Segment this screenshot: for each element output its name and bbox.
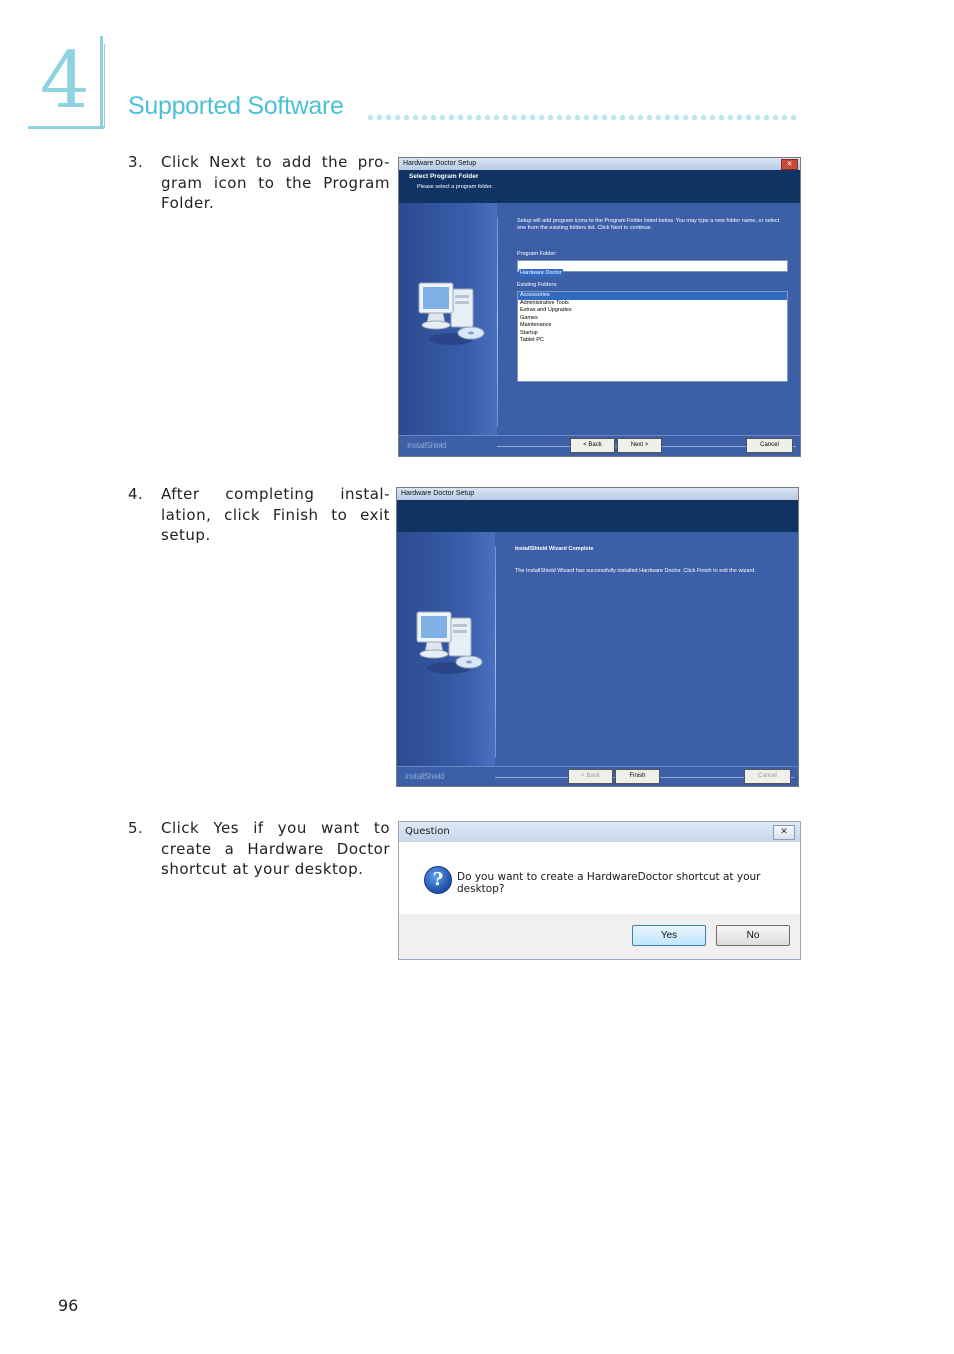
step-5: [128, 818, 390, 880]
chapter-number: 4: [40, 36, 90, 126]
list-item[interactable]: Extras and Upgrades: [520, 307, 572, 313]
installshield-brand: InstallShield: [407, 441, 447, 450]
step-number: 5.: [128, 819, 144, 837]
wizard-divider: [497, 217, 498, 427]
wizard-body: [399, 203, 800, 435]
program-folder-label: Program Folder:: [517, 251, 557, 257]
wizard-header-title: Select Program Folder: [409, 173, 479, 180]
instructions-text: Setup will add program icons to the Program Folder listed below. You may type a new folder name, or select one from the existing folders list. Click Next to continue.: [517, 218, 780, 231]
cancel-button[interactable]: Cancel: [746, 438, 793, 453]
next-button[interactable]: Next >: [617, 438, 662, 453]
question-body: [399, 842, 800, 914]
wizard-body: [397, 532, 798, 766]
wizard-header-subtitle: Please select a program folder.: [417, 184, 493, 190]
back-button[interactable]: < Back: [570, 438, 615, 453]
chapter-rule-vertical: [100, 36, 103, 128]
computer-icon: [413, 606, 485, 678]
chapter-title: Supported Software: [128, 92, 344, 120]
dialog-titlebar: [399, 158, 800, 170]
question-icon: ?: [424, 866, 452, 894]
back-button[interactable]: < Back: [568, 769, 613, 784]
cancel-button[interactable]: Cancel: [744, 769, 791, 784]
step-text: Click Next to add the pro-gram icon to the Program Folder.: [161, 153, 390, 212]
question-message: Do you want to create a HardwareDoctor shortcut at your desktop?: [457, 871, 761, 895]
list-item[interactable]: Maintenance: [520, 322, 552, 328]
complete-heading: InstallShield Wizard Complete: [515, 546, 594, 552]
step-text: Click Yes if you want to create a Hardware Doctor shortcut at your desktop.: [161, 819, 390, 878]
list-item[interactable]: Tablet PC: [520, 337, 544, 343]
wizard-button-bar: [397, 766, 798, 787]
no-button[interactable]: No: [716, 925, 790, 946]
chapter-rule-vertical-thin: [104, 44, 105, 128]
program-folder-value: Hardware Doctor: [520, 270, 562, 276]
wizard-header: [397, 500, 798, 532]
list-item[interactable]: Administrative Tools: [520, 299, 569, 306]
close-icon[interactable]: ✕: [773, 825, 795, 840]
wizard-button-bar: [399, 435, 800, 456]
dialog-title: Question: [405, 826, 450, 837]
dialog-titlebar: [397, 488, 798, 500]
list-item[interactable]: Games: [520, 314, 538, 321]
wizard-header: [399, 170, 800, 203]
step-4: [128, 484, 390, 546]
setup-dialog-program-folder: [398, 157, 801, 457]
close-icon[interactable]: ✕: [781, 159, 798, 170]
wizard-divider: [495, 546, 496, 758]
installshield-brand: InstallShield: [405, 772, 445, 781]
step-3: [128, 152, 390, 214]
complete-message: The InstallShield Wizard has successfully installed Hardware Doctor. Click Finish to exit the wizard.: [515, 568, 756, 574]
list-item[interactable]: Startup: [520, 329, 538, 336]
question-dialog: [398, 821, 801, 960]
dialog-titlebar: [399, 822, 800, 842]
dialog-title: Hardware Doctor Setup: [401, 490, 475, 497]
question-button-bar: [399, 914, 800, 959]
chapter-rule-horizontal: [28, 126, 104, 129]
setup-dialog-complete: [396, 487, 799, 787]
page-number: 96: [58, 1296, 79, 1315]
finish-button[interactable]: Finish: [615, 769, 660, 784]
computer-icon: [415, 277, 487, 349]
step-number: 3.: [128, 153, 144, 171]
dotted-rule: [366, 113, 798, 121]
list-item[interactable]: Accessories: [518, 292, 787, 300]
existing-folders-label: Existing Folders:: [517, 282, 558, 288]
dialog-title: Hardware Doctor Setup: [403, 160, 477, 167]
step-text: After completing instal-lation, click Finish to exit setup.: [161, 485, 390, 544]
step-number: 4.: [128, 485, 144, 503]
yes-button[interactable]: Yes: [632, 925, 706, 946]
program-folder-input[interactable]: [517, 260, 788, 276]
existing-folders-list[interactable]: [517, 291, 788, 382]
